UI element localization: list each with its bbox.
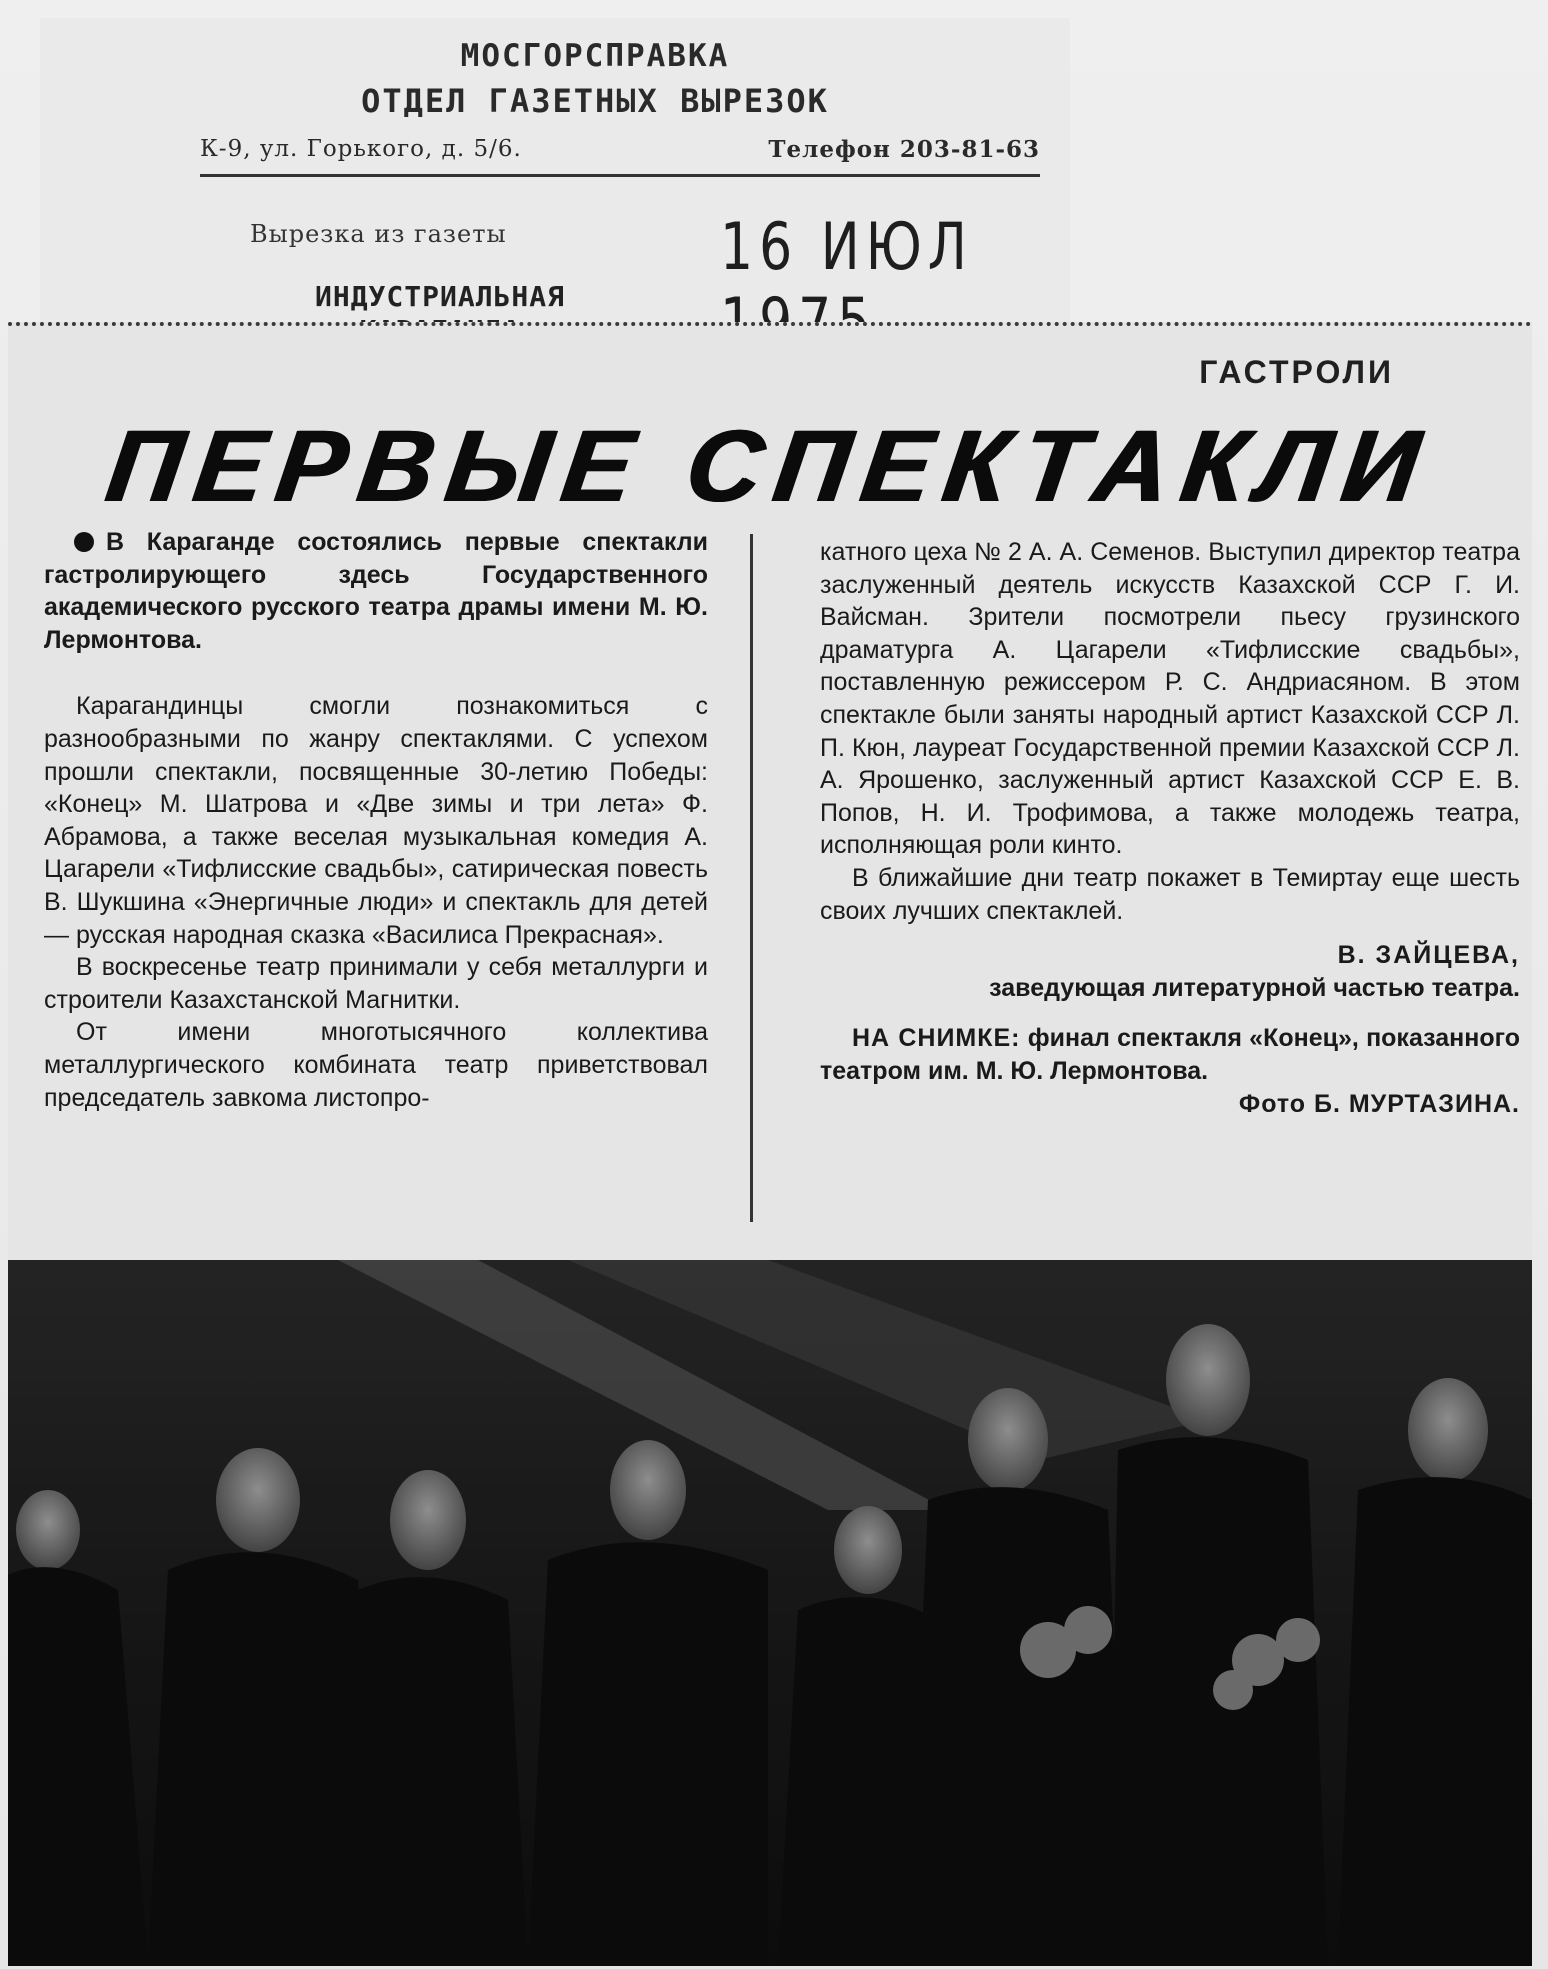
article-column-right: [820, 536, 1520, 1120]
photo-credit: Фото Б. МУРТАЗИНА.: [1238, 1089, 1520, 1118]
stamp-address-row: [200, 130, 1040, 177]
bullet-icon: [74, 532, 94, 552]
stamp-phone: Телефон 203-81-63: [768, 136, 1040, 163]
article-lead: [44, 526, 708, 656]
newspaper-name-line1: ИНДУСТРИАЛЬНАЯ: [314, 280, 565, 313]
article-paragraph-4: В ближайшие дни театр покажет в Темиртау еще шесть своих лучших спектаклей.: [820, 863, 1520, 925]
photo-scene: [8, 1260, 1532, 1966]
article-paragraph-3-end: катного цеха № 2 А. А. Семенов. Выступил директор театра заслуженный деятель искусств Казахской ССР Г. И. Вайсман. Зрители посмотрели пьесу грузинского драматурга А. Цагарели «Тифлисские свадьбы», поставленную режиссером Р. С. Андриасяном. В этом спектакле были заняты народный артист Казахской ССР Л. П. Кюн, лауреат Государственной премии Казахской ССР Л. А. Ярошенко, заслуженный артист Казахской ССР Е. В. Попов, Н. И. Трофимова, а также молодежь театра, исполняющая роли кинто.: [820, 538, 1520, 860]
stamp-cut-label: Вырезка из газеты: [250, 220, 507, 248]
archive-stamp: [40, 18, 1070, 338]
author-position: заведующая литературной частью театра.: [989, 973, 1520, 1002]
author-name: В. ЗАЙЦЕВА,: [1337, 941, 1520, 970]
stamp-address: К-9, ул. Горького, д. 5/6.: [200, 136, 522, 162]
photo-caption: [820, 1022, 1520, 1118]
article-paragraph-2: В воскресенье театр принимали у себя металлурги и строители Казахстанской Магнитки.: [44, 953, 708, 1014]
article-photo: [8, 1260, 1532, 1966]
stamp-date: 16 ИЮЛ: [720, 210, 973, 285]
caption-text: финал спектакля «Конец», показанного театром им. М. Ю. Лермонтова.: [820, 1024, 1520, 1085]
article-paragraph-1: Карагандинцы смогли познакомиться с разнообразными по жанру спектаклями. С успехом прошли спектакли, посвященные 30-летию Победы: «Конец» М. Шатрова и «Две зимы и три лета» Ф. Абрамова, а также веселая музыкальная комедия А. Цагарели «Тифлисские свадьбы», сатирическая повесть В. Шукшина «Энергичные люди» и спектакль для детей — русская народная сказка «Василиса Прекрасная».: [44, 692, 708, 949]
stamp-organization: МОСГОРСПРАВКА: [460, 38, 730, 74]
article-rubric: ГАСТРОЛИ: [1199, 354, 1394, 390]
stamp-department: ОТДЕЛ ГАЗЕТНЫХ ВЫРЕЗОК: [361, 82, 829, 120]
article-paragraph-3-start: От имени многотысячного коллектива металлургического комбината театр приветствовал председатель завкома листопро-: [44, 1018, 708, 1112]
article-lead-text: В Караганде состоялись первые спектакли гастролирующего здесь Государственного академического русского театра драмы имени М. Ю. Лермонтова.: [44, 528, 708, 654]
newspaper-clipping: [8, 322, 1532, 1966]
article-column-left: [44, 526, 708, 1114]
article-headline: ПЕРВЫЕ СПЕКТАКЛИ: [100, 409, 1440, 523]
caption-label: НА СНИМКЕ:: [852, 1024, 1021, 1053]
column-divider: [750, 534, 753, 1222]
